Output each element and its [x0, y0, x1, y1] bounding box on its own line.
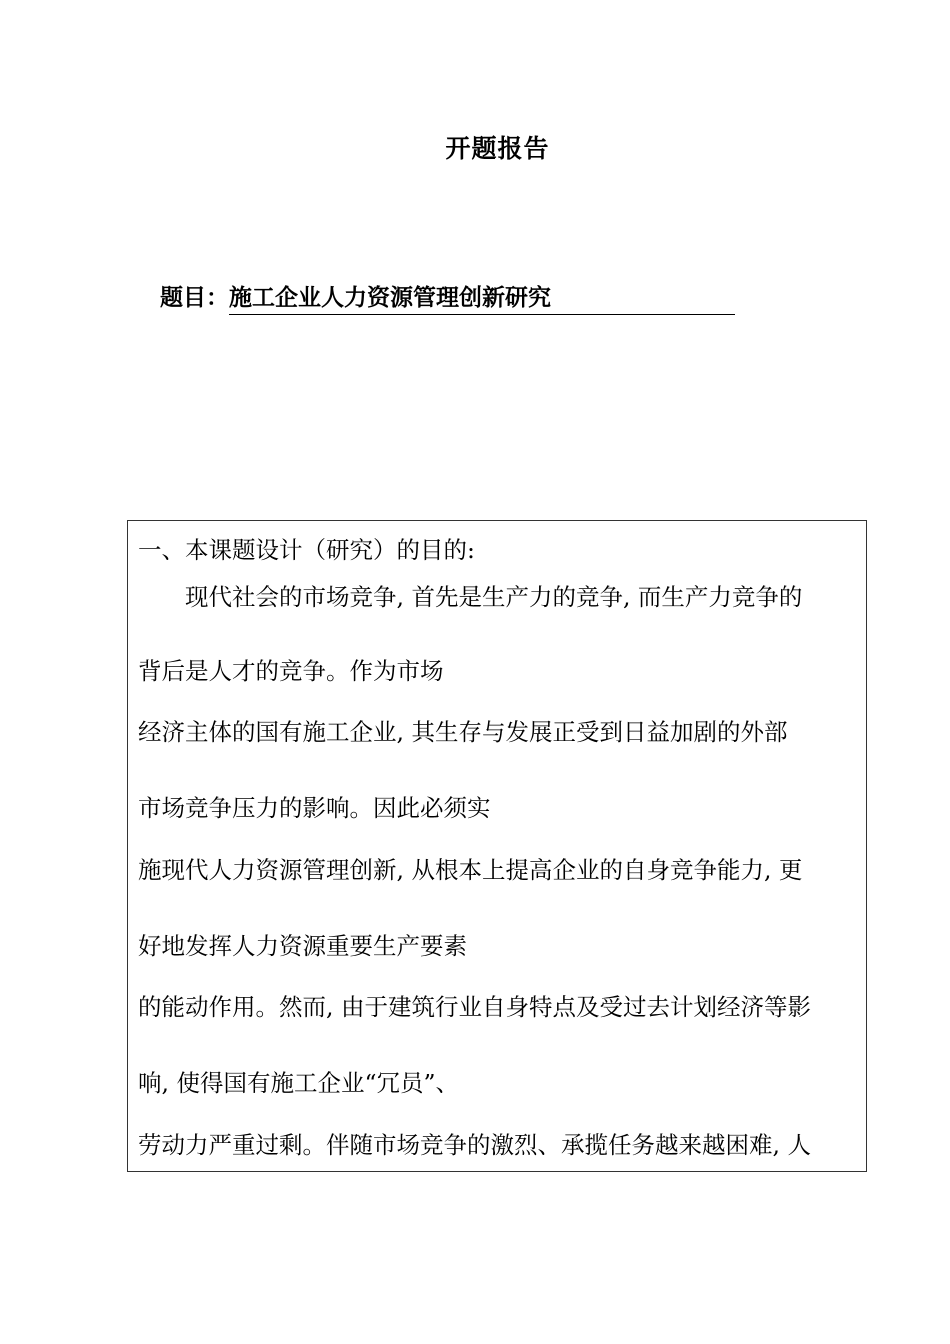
- paragraph-line: 劳动力严重过剩。伴随市场竞争的激烈、承揽任务越来越困难, 人: [138, 1131, 811, 1159]
- topic-row: [160, 282, 750, 316]
- purpose-section-box: [127, 520, 867, 1172]
- topic-value: 施工企业人力资源管理创新研究: [229, 282, 735, 315]
- paragraph-line: 现代社会的市场竞争, 首先是生产力的竞争, 而生产力竞争的: [138, 583, 803, 611]
- paragraph-line: 市场竞争压力的影响。因此必须实: [138, 794, 491, 822]
- paragraph-line: 施现代人力资源管理创新, 从根本上提高企业的自身竞争能力, 更: [138, 856, 803, 884]
- paragraph-line: 经济主体的国有施工企业, 其生存与发展正受到日益加剧的外部: [138, 718, 788, 746]
- paragraph-line: 背后是人才的竞争。作为市场: [138, 657, 444, 685]
- topic-label: 题目：: [160, 285, 229, 311]
- paragraph-line: 的能动作用。然而, 由于建筑行业自身特点及受过去计划经济等影: [138, 993, 811, 1021]
- paragraph-line: 好地发挥人力资源重要生产要素: [138, 932, 467, 960]
- paragraph-line: 响, 使得国有施工企业“冗员”、: [138, 1069, 459, 1097]
- document-title: 开题报告: [445, 134, 550, 163]
- section-heading: 一、本课题设计（研究）的目的:: [138, 536, 475, 564]
